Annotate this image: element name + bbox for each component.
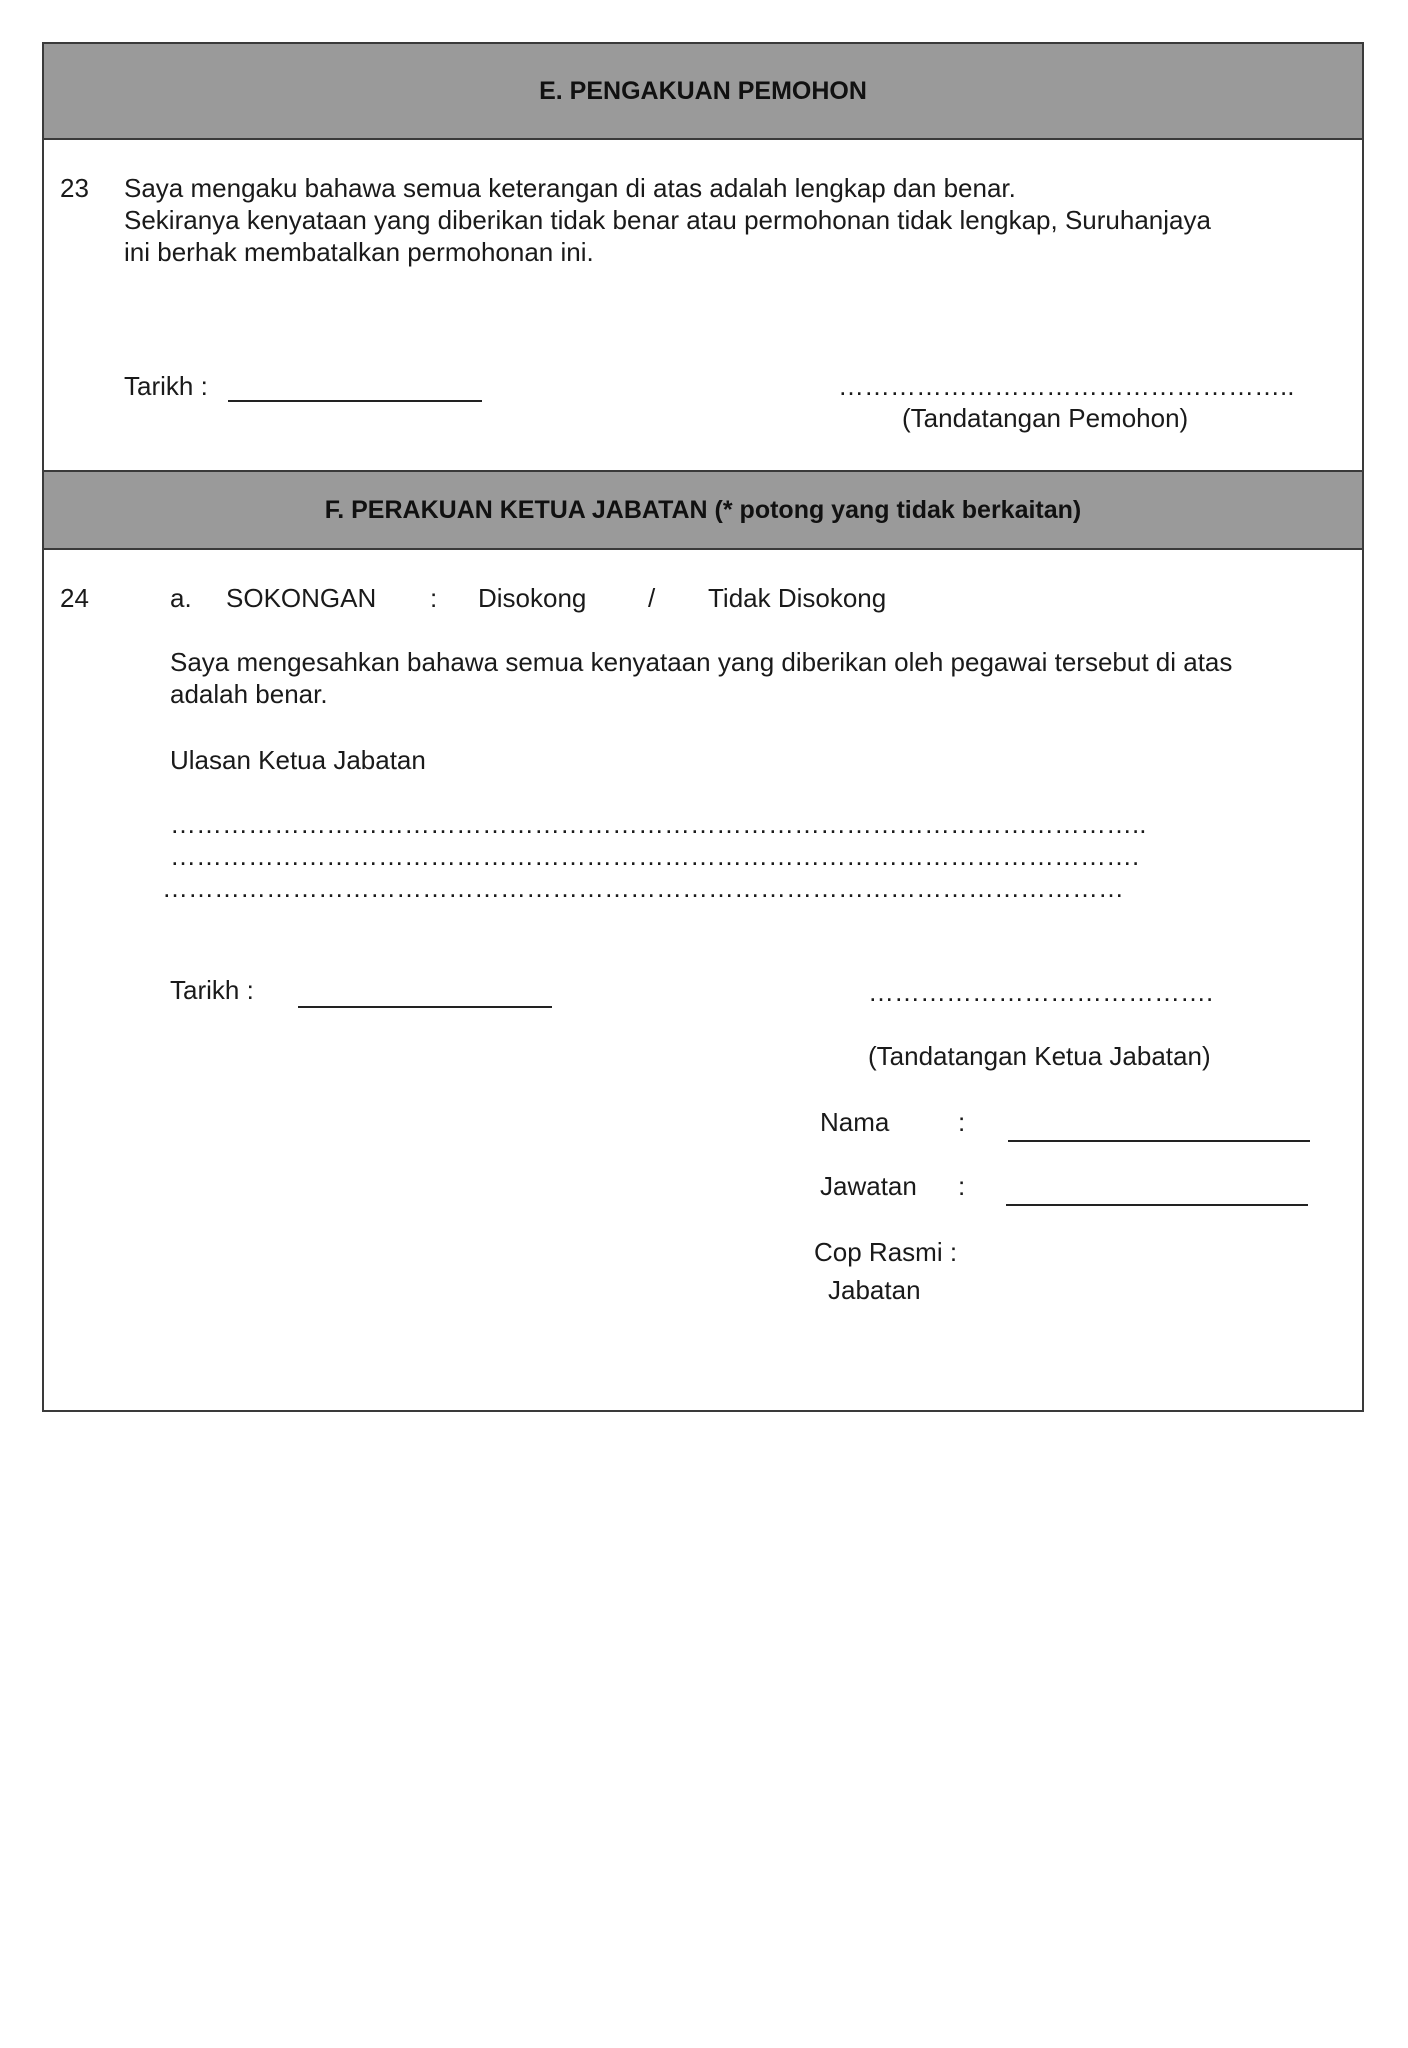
sub-item-letter: a. (170, 583, 192, 613)
option-separator: / (648, 583, 656, 613)
section-f-header (44, 470, 1362, 550)
section-e-header (44, 44, 1362, 140)
option-supported[interactable]: Disokong (478, 583, 587, 613)
official-stamp-label: Cop Rasmi : (814, 1237, 958, 1267)
applicant-date-field[interactable] (228, 370, 482, 402)
section-e-title: E. PENGAKUAN PEMOHON (539, 76, 867, 105)
head-signature-line[interactable]: …………………………………. (868, 977, 1214, 1007)
declaration-form (42, 42, 1364, 1412)
declaration-line-2: Sekiranya kenyataan yang diberikan tidak benar atau permohonan tidak lengkap, Suruhanjaya (124, 205, 1211, 235)
confirmation-line-1: Saya mengesahkan bahawa semua kenyataan yang diberikan oleh pegawai tersebut di atas (170, 647, 1233, 677)
official-stamp-label-dept: Jabatan (828, 1275, 921, 1305)
head-date-field[interactable] (298, 976, 552, 1008)
position-colon: : (958, 1171, 966, 1201)
applicant-date-label: Tarikh : (124, 371, 208, 401)
remarks-label: Ulasan Ketua Jabatan (170, 745, 426, 775)
declaration-line-3: ini berhak membatalkan permohonan ini. (124, 237, 594, 267)
remarks-line-3[interactable]: ………………………………………………………………………………………………… (162, 873, 1124, 903)
position-label: Jawatan (820, 1171, 917, 1201)
item-23-number: 23 (60, 173, 89, 203)
support-label: SOKONGAN (226, 583, 377, 613)
applicant-signature-caption: (Tandatangan Pemohon) (902, 403, 1189, 433)
head-signature-caption: (Tandatangan Ketua Jabatan) (868, 1041, 1211, 1071)
support-colon: : (430, 583, 438, 613)
item-24-number: 24 (60, 583, 89, 613)
name-colon: : (958, 1107, 966, 1137)
confirmation-line-2: adalah benar. (170, 679, 328, 709)
head-date-label: Tarikh : (170, 975, 254, 1005)
option-not-supported[interactable]: Tidak Disokong (708, 583, 887, 613)
name-field[interactable] (1008, 1106, 1310, 1142)
applicant-signature-line[interactable]: …………………………………………….. (838, 371, 1295, 401)
section-f-title: F. PERAKUAN KETUA JABATAN (* potong yang tidak berkaitan) (324, 495, 1082, 524)
position-field[interactable] (1006, 1170, 1308, 1206)
remarks-line-1[interactable]: ………………………………………………………………………………………………….. (170, 809, 1147, 839)
declaration-line-1: Saya mengaku bahawa semua keterangan di atas adalah lengkap dan benar. (124, 173, 1016, 203)
name-label: Nama (820, 1107, 890, 1137)
remarks-line-2[interactable]: …………………………………………………………………………………………………. (170, 841, 1140, 871)
